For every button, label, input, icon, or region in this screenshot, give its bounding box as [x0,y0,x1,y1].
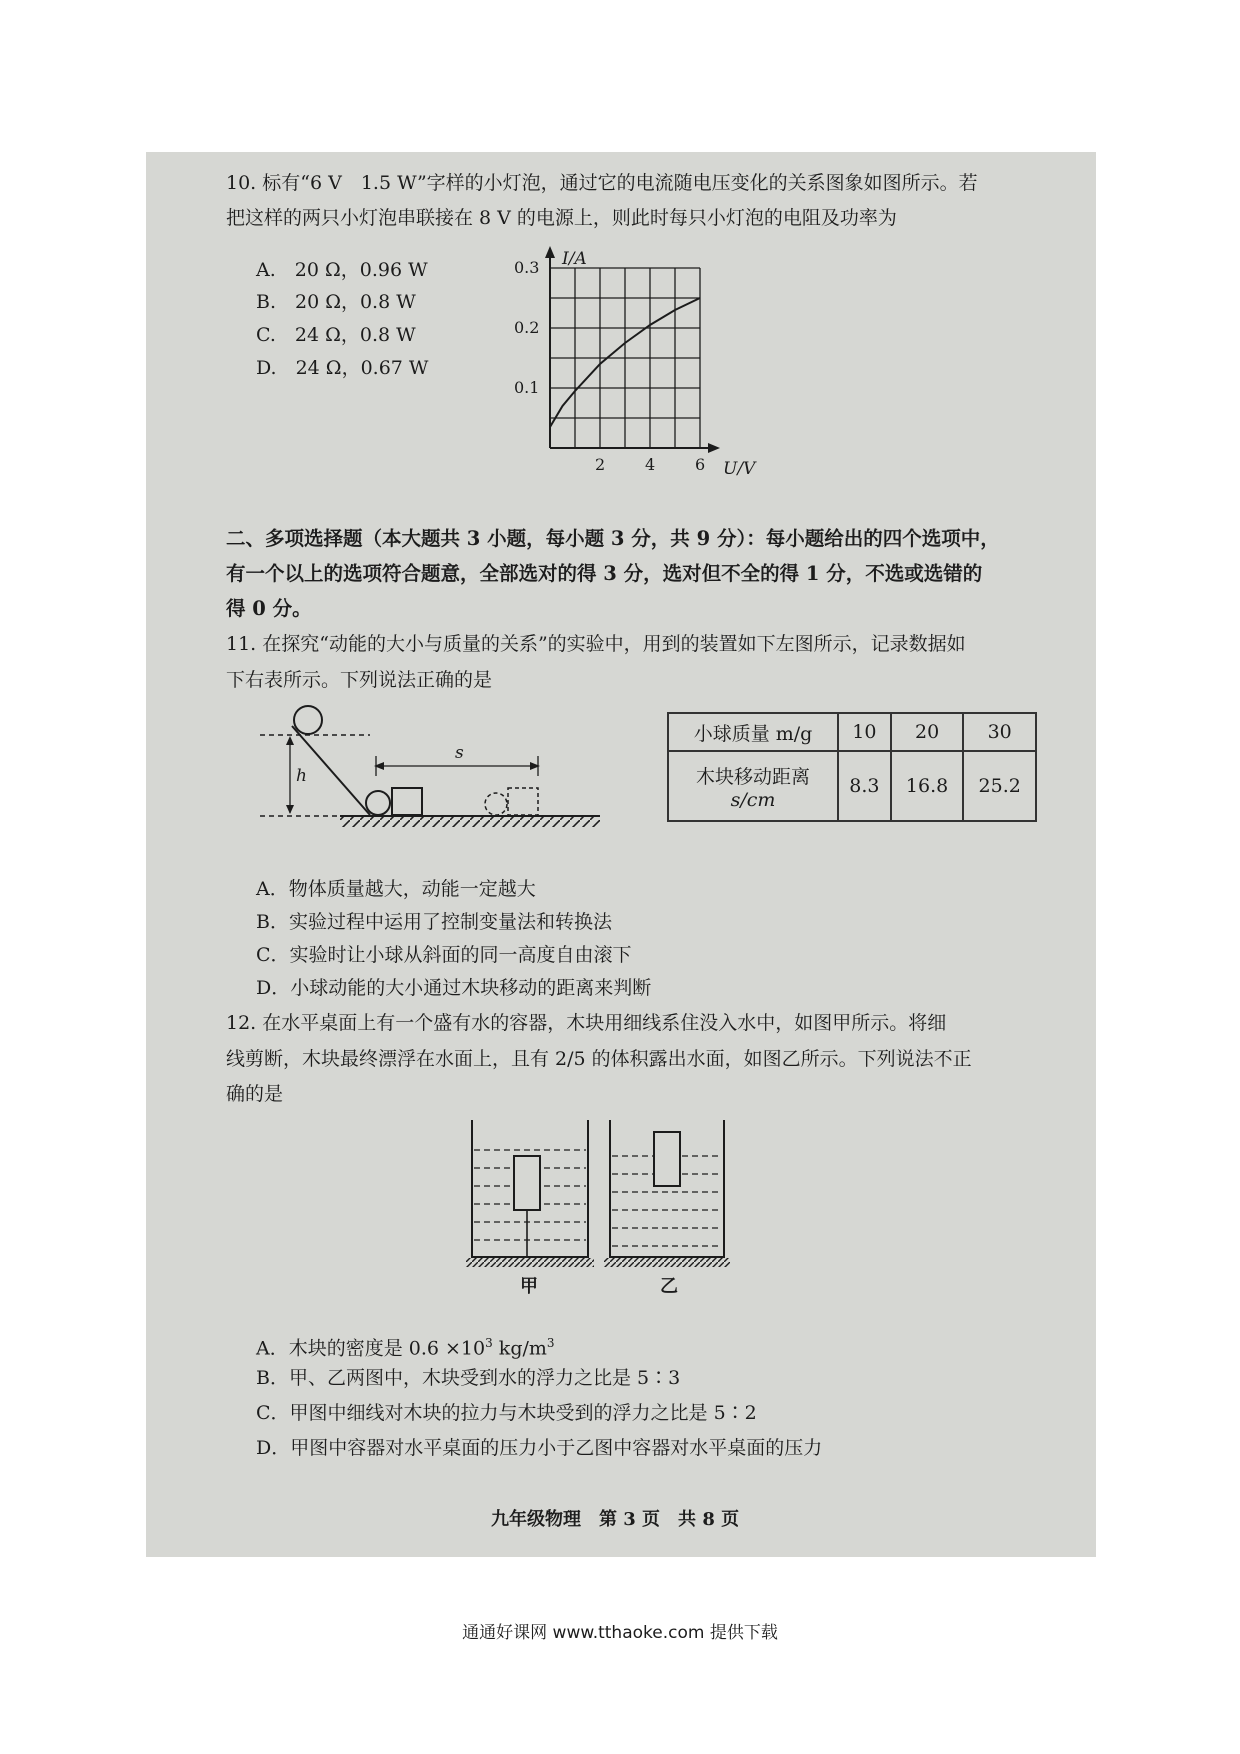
height-label: h [296,766,307,786]
q12-option-d: D．甲图中容器对水平桌面的压力小于乙图中容器对水平桌面的压力 [256,1437,823,1459]
x-tick-label: 4 [645,455,656,474]
q11-option-a: A．物体质量越大，动能一定越大 [256,878,536,900]
container-jia [466,1120,594,1267]
table-header-mass: 小球质量 m/g [668,713,838,751]
section2-line3: 得 0 分。 [226,597,312,620]
label-jia: 甲 [520,1276,538,1297]
ball-bottom [366,791,390,815]
table-cell-distance-1: 8.3 [838,751,891,821]
q11-option-d: D．小球动能的大小通过木块移动的距离来判断 [256,977,652,999]
y-tick-label: 0.1 [514,378,540,397]
kinetic-energy-apparatus [240,700,620,835]
chart-grid [550,268,700,448]
q12-option-c: C．甲图中细线对木块的拉力与木块受到的浮力之比是 5∶2 [256,1402,757,1424]
q11-stem-line1: 11. 在探究“动能的大小与质量的关系”的实验中，用到的装置如下左图所示，记录数据如 [226,633,966,655]
container-yi [604,1120,730,1267]
table-cell-distance-2: 16.8 [891,751,964,821]
distance-label: s [455,743,464,763]
x-axis-label: U/V [723,459,756,479]
label-yi: 乙 [660,1276,678,1297]
y-tick-label: 0.3 [514,258,540,277]
q12-stem-line2: 线剪断，木块最终漂浮在水面上，且有 2/5 的体积露出水面，如图乙所示。下列说法不正 [226,1048,972,1070]
table-cell-distance-3: 25.2 [963,751,1036,821]
section2-line2: 有一个以上的选项符合题意，全部选对的得 3 分，选对但不全的得 1 分，不选或选错的 [226,562,983,585]
y-axis-label: I/A [562,249,587,269]
x-tick-label: 2 [595,455,606,474]
table-header-distance: 木块移动距离 s/cm [668,751,838,821]
ball-moved [485,793,507,815]
table-cell-mass-3: 30 [963,713,1036,751]
q10-option-b: B. 20 Ω，0.8 W [256,291,416,313]
mass-distance-table [667,712,1037,822]
q12-stem-line1: 12. 在水平桌面上有一个盛有水的容器，木块用细线系住没入水中，如图甲所示。将细 [226,1012,947,1034]
section2-line1: 二、多项选择题（本大题共 3 小题，每小题 3 分，共 9 分）：每小题给出的四个选项中， [226,527,1000,550]
q12-option-a: A．木块的密度是 $0.6 \times 10^3$ $kg/m^3$ [256,1336,555,1360]
page-footer: 九年级物理 第 3 页 共 8 页 [491,1509,740,1530]
ball-top [294,706,322,734]
table-cell-mass-2: 20 [891,713,964,751]
q11-option-b: B．实验过程中运用了控制变量法和转换法 [256,911,612,933]
wood-block-floating [654,1132,680,1186]
ground-hatch [340,817,600,827]
table-cell-mass-1: 10 [838,713,891,751]
y-axis-arrow [545,246,555,258]
iu-graph [510,244,770,484]
containers-figure [460,1112,780,1297]
q10-option-c: C. 24 Ω，0.8 W [256,324,416,346]
q11-stem-line2: 下右表所示。下列说法正确的是 [226,669,493,691]
q10-stem-line1: 10. 标有“6 V 1.5 W”字样的小灯泡，通过它的电流随电压变化的关系图象如图所示。若 [226,172,978,194]
wood-block-moved [508,788,538,815]
y-tick-label: 0.2 [514,318,540,337]
wood-block-submerged [514,1156,540,1210]
q10-option-d: D. 24 Ω，0.67 W [256,357,429,379]
q12-stem-line3: 确的是 [226,1083,284,1105]
q11-option-c: C．实验时让小球从斜面的同一高度自由滚下 [256,944,632,966]
website-credit: 通通好课网 www.tthaoke.com 提供下载 [462,1623,778,1643]
wood-block [392,788,422,815]
x-axis-arrow [708,443,720,453]
q10-stem-line2: 把这样的两只小灯泡串联接在 8 V 的电源上，则此时每只小灯泡的电阻及功率为 [226,207,897,229]
q12-option-b: B．甲、乙两图中，木块受到水的浮力之比是 5∶3 [256,1367,681,1389]
x-tick-label: 6 [695,455,706,474]
q10-option-a: A. 20 Ω，0.96 W [256,259,428,281]
